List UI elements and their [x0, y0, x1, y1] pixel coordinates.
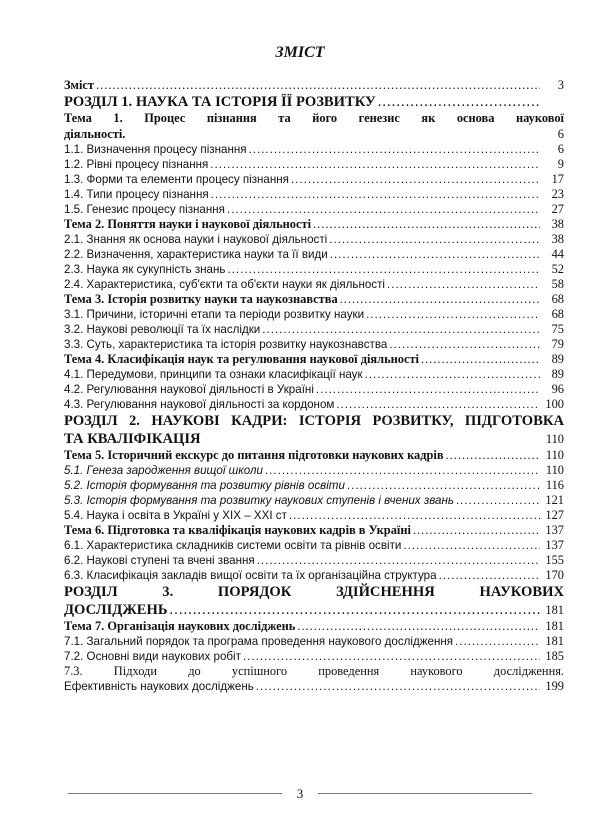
toc-topic-heading: Тема 3. Історія розвитку науки та наукознавства ..... 68 — [64, 292, 564, 307]
toc-section-heading-cont: ТА КВАЛІФІКАЦІЯ 110 — [64, 431, 564, 447]
toc-topic-heading: Тема 2. Поняття науки і наукової діяльності ..... 38 — [64, 217, 564, 232]
toc-entry: 5.3. Історія формування та розвитку наукових ступенів і вчених звань ..... 121 — [64, 493, 564, 508]
toc-entry: 5.2. Історія формування та розвитку рівнів освіти ..... 116 — [64, 478, 564, 493]
toc-entry: 5.4. Наука і освіта в Україні у XIX – XXI ст ..... 127 — [64, 508, 564, 523]
toc-entry: 1.3. Форми та елементи процесу пізнання ..... 17 — [64, 172, 564, 187]
toc-entry: 4.1. Передумови, принципи та ознаки класифікації наук ..... 89 — [64, 367, 564, 382]
page-footer — [0, 783, 600, 803]
toc-entry: 1.4. Типи процесу пізнання ..... 23 — [64, 187, 564, 202]
toc-topic-heading: Тема 1. Процес пізнання та його генезис як основа наукової — [64, 111, 564, 125]
toc-entry: 4.2. Регулювання наукової діяльності в Україні ..... 96 — [64, 382, 564, 397]
toc-topic-heading: Тема 6. Підготовка та кваліфікація наукових кадрів в Україні ..... 137 — [64, 523, 564, 538]
page-number: 3 — [296, 786, 304, 801]
toc-entry: 1.2. Рівні процесу пізнання ..... 9 — [64, 157, 564, 172]
toc-entry: 6.1. Характеристика складників системи освіти та рівнів освіти ..... 137 — [64, 538, 564, 553]
toc-entry: 2.4. Характеристика, суб'єкти та об'єкти науки як діяльності ..... 58 — [64, 277, 564, 292]
toc-entry: 2.2. Визначення, характеристика науки та її види ..... 44 — [64, 247, 564, 262]
toc-entry: 3.1. Причини, історичні етапи та періоди розвитку науки ..... 68 — [64, 307, 564, 322]
toc-entry: 2.1. Знання як основа науки і наукової діяльності ..... 38 — [64, 232, 564, 247]
toc-entry: 3.2. Наукові революції та їх наслідки ..... 75 — [64, 322, 564, 337]
toc-entry: 4.3. Регулювання наукової діяльності за кордоном ..... 100 — [64, 397, 564, 412]
toc-entry: 1.5. Генезис процесу пізнання ..... 27 — [64, 202, 564, 217]
toc-section-heading: РОЗДІЛ 1. НАУКА ТА ІСТОРІЯ ЇЇ РОЗВИТКУ ..... — [64, 93, 564, 111]
page-title: ЗМІСТ — [275, 44, 325, 61]
toc-entry: 7.2. Основні види наукових робіт ..... 185 — [64, 649, 564, 664]
toc-entry: 1.1. Визначення процесу пізнання ..... 6 — [64, 142, 564, 157]
toc-entry-cont: Ефективність наукових досліджень ..... 199 — [64, 679, 564, 694]
toc-section-heading: РОЗДІЛ 3. ПОРЯДОК ЗДІЙСНЕННЯ НАУКОВИХ — [64, 584, 564, 600]
toc-entry: 7.1. Загальний порядок та програма проведення наукового дослідження ..... 181 — [64, 634, 564, 649]
table-of-contents — [64, 78, 564, 694]
toc-entry: 2.3. Наука як сукупність знань ..... 52 — [64, 262, 564, 277]
toc-entry: 6.3. Класифікація закладів вищої освіти та їх організаційна структура ..... 170 — [64, 568, 564, 583]
toc-entry: 6.2. Наукові ступені та вчені звання ..... 155 — [64, 553, 564, 568]
toc-entry: 3.3. Суть, характеристика та історія розвитку наукознавства ..... 79 — [64, 337, 564, 352]
toc-topic-heading: Тема 4. Класифікація наук та регулювання наукової діяльності ..... 89 — [64, 352, 564, 367]
toc-topic-heading: Тема 5. Історичний екскурс до питання підготовки наукових кадрів ..... 110 — [64, 448, 564, 463]
toc-section-heading: РОЗДІЛ 2. НАУКОВІ КАДРИ: ІСТОРІЯ РОЗВИТКУ, ПІДГОТОВКА — [64, 413, 564, 429]
toc-topic-heading-cont: діяльності. 6 — [64, 127, 564, 141]
footer-rule-right — [318, 793, 532, 794]
toc-section-heading-cont: ДОСЛІДЖЕНЬ ..... 181 — [64, 601, 564, 619]
toc-entry: 5.1. Генеза зародження вищої школи ..... 110 — [64, 463, 564, 478]
toc-topic-heading: Тема 7. Організація наукових досліджень ..... 181 — [64, 619, 564, 634]
toc-entry: Зміст ..... 3 — [64, 78, 564, 93]
toc-entry: 7.3. Підходи до успішного проведення наукового дослідження. — [64, 664, 564, 678]
